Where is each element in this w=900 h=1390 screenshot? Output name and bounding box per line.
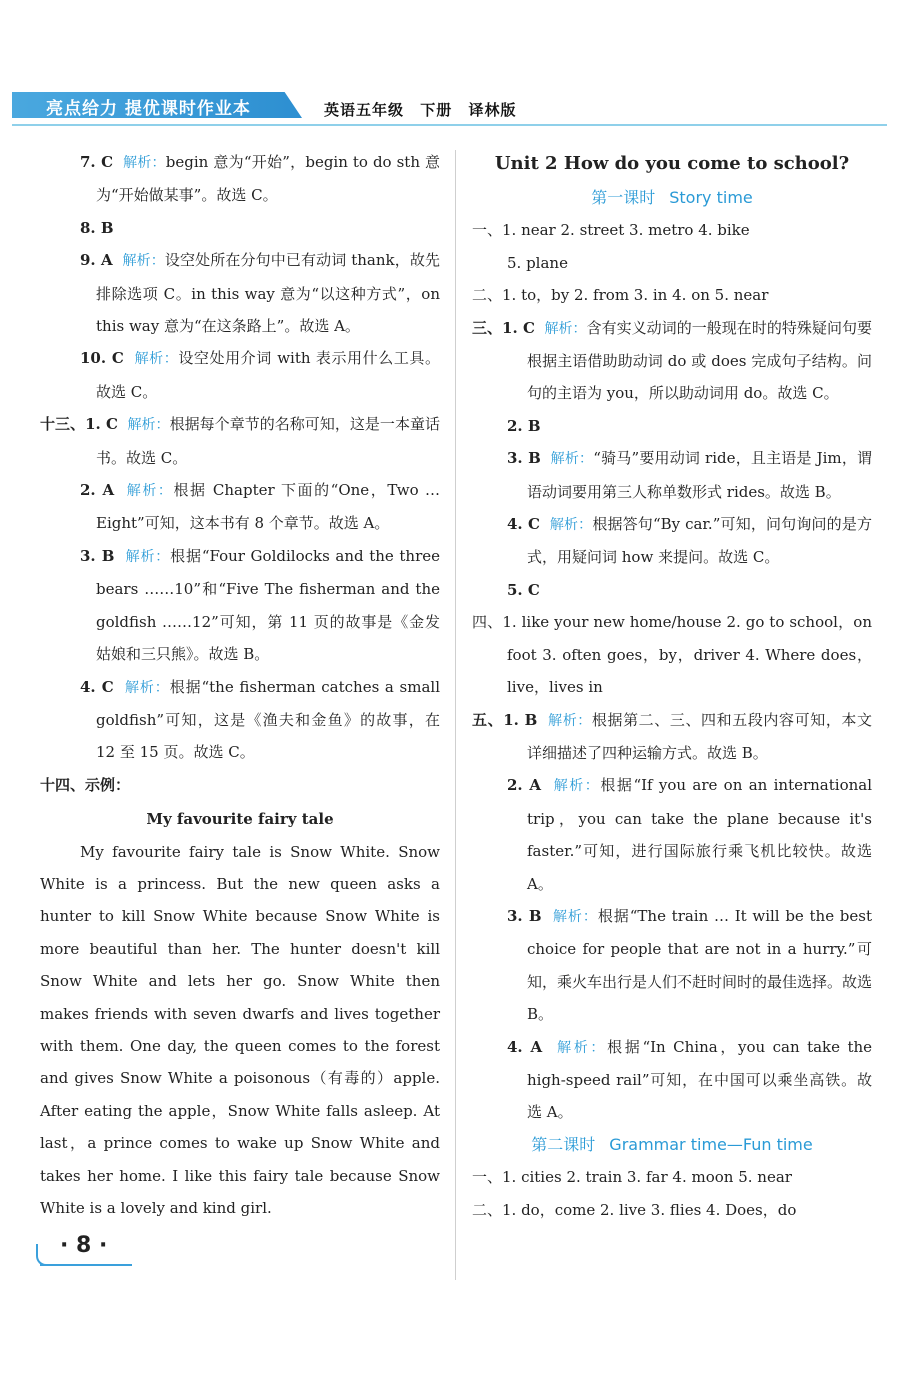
answer-item: 四、1. like your new home/house 2. go to school，on foot 3. often goes，by，driver 4. Where does，live，lives in [472, 613, 872, 697]
answer-item: 4. C 解析：根据答句“By car.”可知，问句询问的是方式，用疑问词 how 来提问。故选 C。 [507, 515, 872, 567]
right-column [472, 146, 872, 1226]
answer-item: 8. B [80, 218, 114, 237]
answer-item: 五、1. B 解析：根据第二、三、四和五段内容可知，本文详细描述了四种运输方式。故选 B。 [472, 710, 873, 762]
answer-item: 5. C [507, 580, 540, 599]
answer-item: 二、1. do，come 2. live 3. flies 4. Does，do [472, 1200, 797, 1219]
answer-item: 4. A 解析：根据“In China，you can take the high-speed rail”可知，在中国可以乘坐高铁。故选 A。 [507, 1037, 873, 1122]
left-column [40, 146, 440, 1224]
unit-heading: Unit 2 How do you come to school? [494, 153, 850, 174]
book-title: 亮点给力 提优课时作业本 [46, 99, 251, 119]
column-divider [455, 150, 456, 1280]
answer-item: 三、1. C 解析：含有实义动词的一般现在时的特殊疑问句要根据主语借助助动词 do 或 does 完成句子结构。问句的主语为 you，所以助动词用 do。故选 C。 [472, 318, 872, 403]
answer-item: 3. B 解析：“骑马”要用动词 ride，且主语是 Jim，谓语动词要用第三人称单数形式 rides。故选 B。 [507, 449, 873, 501]
answer-item: 2. A 解析：根据 Chapter 下面的“One，Two … Eight”可知，这本书有 8 个章节。故选 A。 [80, 481, 440, 533]
answer-item: 3. B 解析：根据“Four Goldilocks and the three bears ……10”和“Five The fisherman and the goldfish ……12”可知，第 11 页的故事是《金发姑娘和三只熊》。故选 B。 [80, 546, 440, 664]
header-rule [12, 124, 887, 126]
essay-title: My favourite fairy tale [146, 810, 334, 829]
answer-item: 一、1. near 2. street 3. metro 4. bike [472, 221, 750, 240]
section-13-item-1: 十三、1. C 解析：根据每个章节的名称可知，这是一本童话书。故选 C。 [40, 415, 440, 467]
answer-item: 7. C 解析：begin 意为“开始”，begin to do sth 意为“开始做某事”。故选 C。 [80, 153, 440, 205]
answer-item: 4. C 解析：根据“the fisherman catches a small goldfish”可知，这是《渔夫和金鱼》的故事，在 12 至 15 页。故选 C。 [80, 677, 440, 762]
page-header [12, 88, 887, 128]
essay-body: My favourite fairy tale is Snow White. Snow White is a princess. But the new queen asks a hunter to kill Snow White because Snow White is more beautiful than her. The hunter doesn't kill Snow White and lets her go. Snow White then makes friends with seven dwarfs and lives together with them. One day, the queen comes to the forest and gives Snow White a poisonous（有毒的）apple. After eating the apple，Snow White falls asleep. At last，a prince comes to wake up Snow White and takes her home. I like this fairy tale because Snow White is a lovely and kind girl. [40, 842, 440, 1217]
answer-item: 9. A 解析：设空处所在分句中已有动词 thank，故先排除选项 C。in this way 意为“以这种方式”，on this way 意为“在这条路上”。故选 A。 [80, 251, 441, 336]
answer-item: 二、1. to，by 2. from 3. in 4. on 5. near [472, 286, 769, 305]
answer-item: 3. B 解析：根据“The train … It will be the best choice for people that are not in a hurry.”可知，乘火车出行是人们不赶时间时的最佳选择。故选 B。 [507, 906, 873, 1024]
page-number-ornament [36, 1244, 50, 1266]
answer-item: 5. plane [507, 253, 568, 272]
page-number: · 8 · [60, 1233, 108, 1258]
book-subtitle: 英语五年级 下册 译林版 [324, 101, 517, 119]
answer-item: 2. A 解析：根据“If you are on an international trip，you can take the plane because it's faster.”可知，进行国际旅行乘飞机比较快。故选 A。 [507, 776, 873, 893]
section-14-label: 十四、示例： [40, 775, 131, 794]
answer-item: 一、1. cities 2. train 3. far 4. moon 5. near [472, 1168, 792, 1187]
lesson-heading: 第二课时 Grammar time—Fun time [531, 1134, 813, 1154]
lesson-heading: 第一课时 Story time [591, 188, 753, 207]
answer-item: 2. B [507, 416, 541, 435]
answer-item: 10. C 解析：设空处用介词 with 表示用什么工具。故选 C。 [80, 349, 440, 401]
page-number-rule [40, 1264, 132, 1266]
